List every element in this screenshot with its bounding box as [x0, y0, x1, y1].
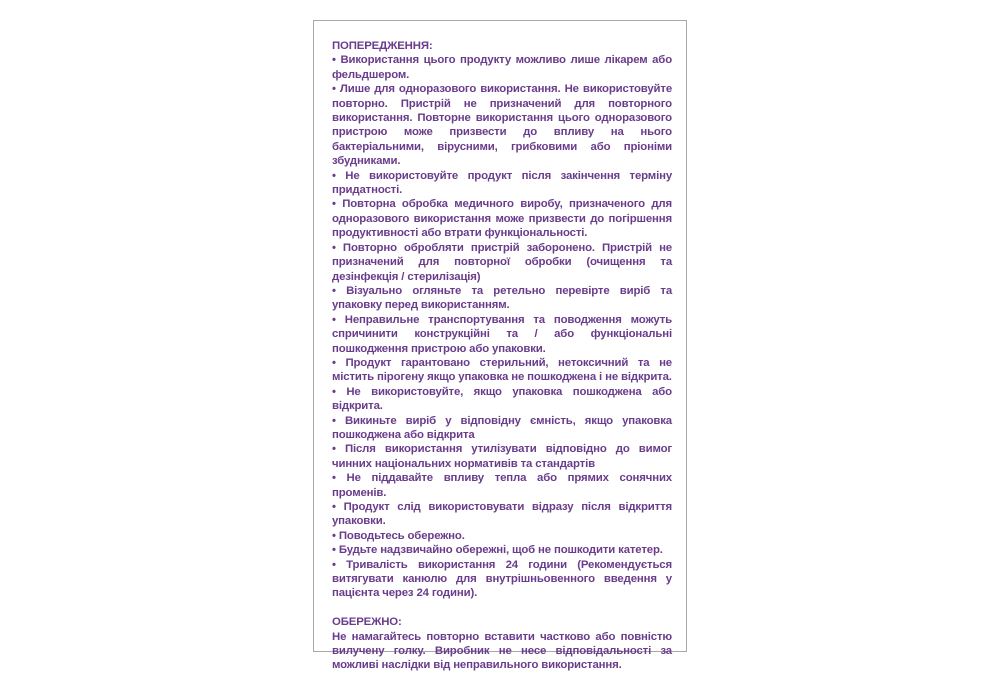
warning-item: • Лише для одноразового використання. Не використовуйте повторно. Пристрій не призначений для повторного використання. Повторне використання цього одноразового пристрою може призвести до впливу на нього бактеріальними, вірусними, грибковими або пріоніми збудниками.	[332, 83, 672, 168]
caution-text: Не намагайтесь повторно вставити частково або повністю вилучену голку. Виробник не несе відповідальності за можливі наслідки від неправильного використання.	[332, 630, 672, 672]
warning-item: • Неправильне транспортування та поводження можуть спричинити конструкційні та / або функціональні пошкодження пристрою або упаковки.	[332, 313, 672, 355]
warning-item: • Продукт гарантовано стерильний, нетоксичний та не містить пірогену якщо упаковка не пошкоджена і не відкрита.	[332, 356, 672, 384]
warning-item: • Не використовуйте продукт після закінчення терміну придатності.	[332, 169, 672, 197]
section-spacer	[332, 601, 672, 615]
warning-item: • Повторна обробка медичного виробу, призначеного для одноразового використання може призвести до погіршення продуктивності або втрати функціональності.	[332, 198, 672, 240]
warning-item: • Продукт слід використовувати відразу після відкриття упаковки.	[332, 501, 672, 528]
warning-item: • Тривалість використання 24 години (Рекомендується витягувати канюлю для внутрішньовенного введення у пацієнта через 24 години).	[332, 558, 672, 600]
warning-item: • Повторно обробляти пристрій заборонено. Пристрій не призначений для повторної обробки (очищення та дезінфекція / стерилізація)	[332, 241, 672, 283]
warning-item: • Поводьтесь обережно.	[332, 529, 465, 542]
warnings-heading: ПОПЕРЕДЖЕННЯ:	[332, 40, 433, 52]
warning-item: • Не використовуйте, якщо упаковка пошкоджена або відкрита.	[332, 385, 672, 413]
warning-item: • Викиньте виріб у відповідну ємність, якщо упаковка пошкоджена або відкрита	[332, 414, 672, 441]
caution-heading: ОБЕРЕЖНО:	[332, 616, 402, 629]
warning-item: • Не піддавайте впливу тепла або прямих сонячних променів.	[332, 472, 672, 499]
instruction-label-card	[313, 20, 687, 672]
warning-item: • Візуально огляньте та ретельно перевірте виріб та упаковку перед використанням.	[332, 284, 672, 312]
warning-item: • Після використання утилізувати відповідно до вимог чинних національних нормативів та стандартів	[332, 443, 672, 470]
warnings-list	[332, 53, 672, 600]
warning-item: • Використання цього продукту можливо лише лікарем або фельдшером.	[332, 54, 672, 81]
warning-item: • Будьте надзвичайно обережні, щоб не пошкодити катетер.	[332, 544, 663, 557]
instruction-text-block	[332, 39, 672, 673]
